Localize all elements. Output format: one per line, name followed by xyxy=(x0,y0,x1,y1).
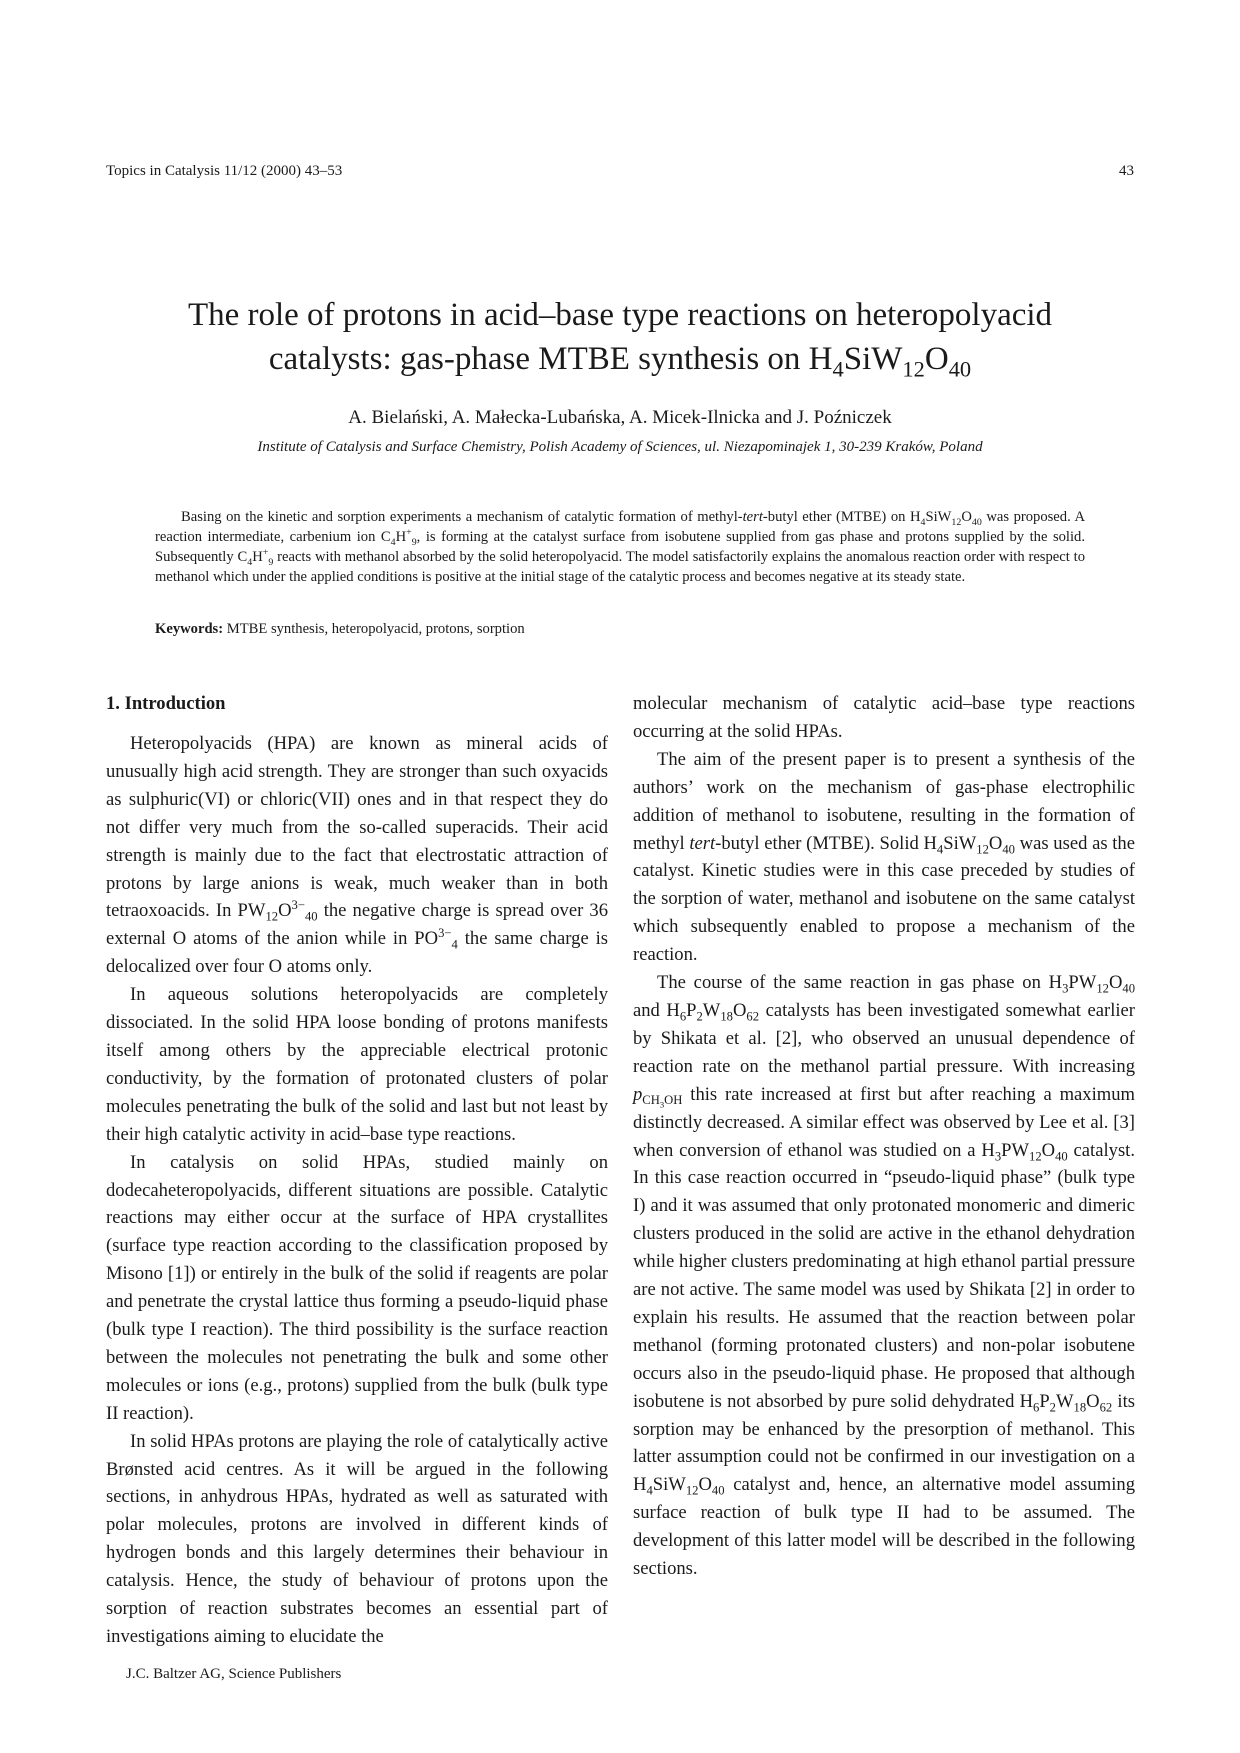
title-line-2: catalysts: gas-phase MTBE synthesis on $H_4SiW_{12}O_{40}$ xyxy=(268,341,972,382)
keywords: Keywords: MTBE synthesis, heteropolyacid, protons, sorption xyxy=(155,621,525,637)
body-column-right xyxy=(633,690,1135,1583)
publisher-footer: J.C. Baltzer AG, Science Publishers xyxy=(126,1666,342,1682)
title-line-1: The role of protons in acid–base type reactions on heteropolyacid xyxy=(187,297,1053,333)
paragraph: In solid HPAs protons are playing the role of catalytically active Brønsted acid centres. As it will be argued in the following sections, in anhydrous HPAs, hydrated as well as saturated with polar molecules, protons are involved in different kinds of hydrogen bonds and this largely determines their behaviour in catalysis. Hence, the study of behaviour of protons upon the sorption of reaction substrates becomes an essential part of investigations aiming to elucidate the xyxy=(106,1430,608,1647)
section-heading: 1. Introduction xyxy=(106,693,226,714)
abstract: Basing on the kinetic and sorption experiments a mechanism of catalytic formation of methyl-tert-butyl ether (MTBE) on $H_4SiW_{12}O_{40}$ was proposed. A reaction intermediate, carbenium ion $C_4H^+_9$, is forming at the catalyst surface from isobutene supplied from gas phase and protons supplied by the solid. Subsequently $C_4H^+_9$ reacts with methanol absorbed by the solid heteropolyacid. The model satisfactorily explains the anomalous reaction order with respect to methanol which under the applied conditions is positive at the initial stage of the catalytic process and becomes negative at its steady state. xyxy=(155,509,1085,585)
authors: A. Bielański, A. Małecka-Lubańska, A. Micek-Ilnicka and J. Poźniczek xyxy=(348,407,892,428)
paper-title xyxy=(0,293,1240,381)
running-header-journal: Topics in Catalysis 11/12 (2000) 43–53 xyxy=(106,163,343,179)
body-column-left xyxy=(106,690,608,1651)
paragraph: Heteropolyacids (HPA) are known as mineral acids of unusually high acid strength. They are stronger than such oxyacids as sulphuric(VI) or chloric(VII) ones and in that respect they do not differ very much from the so-called superacids. Their acid strength is mainly due to the fact that electrostatic attraction of protons by large anions is weak, much weaker than in both tetraoxoacids. In $PW_{12}O^{3-}_{40}$ the negative charge is spread over 36 external O atoms of the anion while in $PO^{3-}_4$ the same charge is delocalized over four O atoms only. xyxy=(106,733,609,978)
paragraph: molecular mechanism of catalytic acid–base type reactions occurring at the solid HPAs. xyxy=(633,693,1135,742)
paragraph: The aim of the present paper is to present a synthesis of the authors’ work on the mechanism of gas-phase electrophilic addition of methanol to isobutene, resulting in the formation of methyl tert-butyl ether (MTBE). Solid $H_4SiW_{12}O_{40}$ was used as the catalyst. Kinetic studies were in this case preceded by studies of the sorption of water, methanol and isobutene on the same catalyst which subsequently enabled to propose a mechanism of the reaction. xyxy=(633,748,1135,966)
page-number: 43 xyxy=(1119,163,1134,179)
paragraph: The course of the same reaction in gas phase on $H_3PW_{12}O_{40}$ and $H_6P_2W_{18}O_{62}$ catalysts has been investigated somewhat earlier by Shikata et al. [2], who observed an unusual dependence of reaction rate on the methanol partial pressure. With increasing $p_{CH_3OH}$ this rate increased at first but after reaching a maximum distinctly decreased. A similar effect was observed by Lee et al. [3] when conversion of ethanol was studied on a $H_3PW_{12}O_{40}$ catalyst. In this case reaction occurred in “pseudo-liquid phase” (bulk type I) and it was assumed that only protonated monomeric and dimeric clusters produced in the solid are active in the ethanol dehydration while higher clusters predominating at high ethanol partial pressure are not active. The same model was used by Shikata [2] in order to explain his results. He assumed that the reaction between polar methanol (forming protonated clusters) and non-polar isobutene occurs also in the pseudo-liquid phase. He proposed that although isobutene is not absorbed by pure solid dehydrated $H_6P_2W_{18}O_{62}$ its sorption may be enhanced by the presorption of methanol. This latter assumption could not be confirmed in our investigation on a $H_4SiW_{12}O_{40}$ catalyst and, hence, an alternative model assuming surface reaction of bulk type II had to be assumed. The development of this latter model will be described in the following sections. xyxy=(633,972,1135,1580)
affiliation: Institute of Catalysis and Surface Chemistry, Polish Academy of Sciences, ul. Niezapominajek 1, 30-239 Kraków, Poland xyxy=(257,439,983,455)
paragraph: In aqueous solutions heteropolyacids are completely dissociated. In the solid HPA loose bonding of protons manifests itself among others by the appreciable electrical protonic conductivity, by the formation of protonated clusters of polar molecules penetrating the bulk of the solid and last but not least by their high catalytic activity in acid–base type reactions. xyxy=(106,984,608,1145)
paragraph: In catalysis on solid HPAs, studied mainly on dodecaheteropolyacids, different situations are possible. Catalytic reactions may either occur at the surface of HPA crystallites (surface type reaction according to the classification proposed by Misono [1]) or entirely in the bulk of the solid if reagents are polar and penetrate the crystal lattice thus forming a pseudo-liquid phase (bulk type I reaction). The third possibility is the surface reaction between the molecules not penetrating the bulk and some other molecules or ions (e.g., protons) supplied from the bulk (bulk type II reaction). xyxy=(106,1151,608,1424)
